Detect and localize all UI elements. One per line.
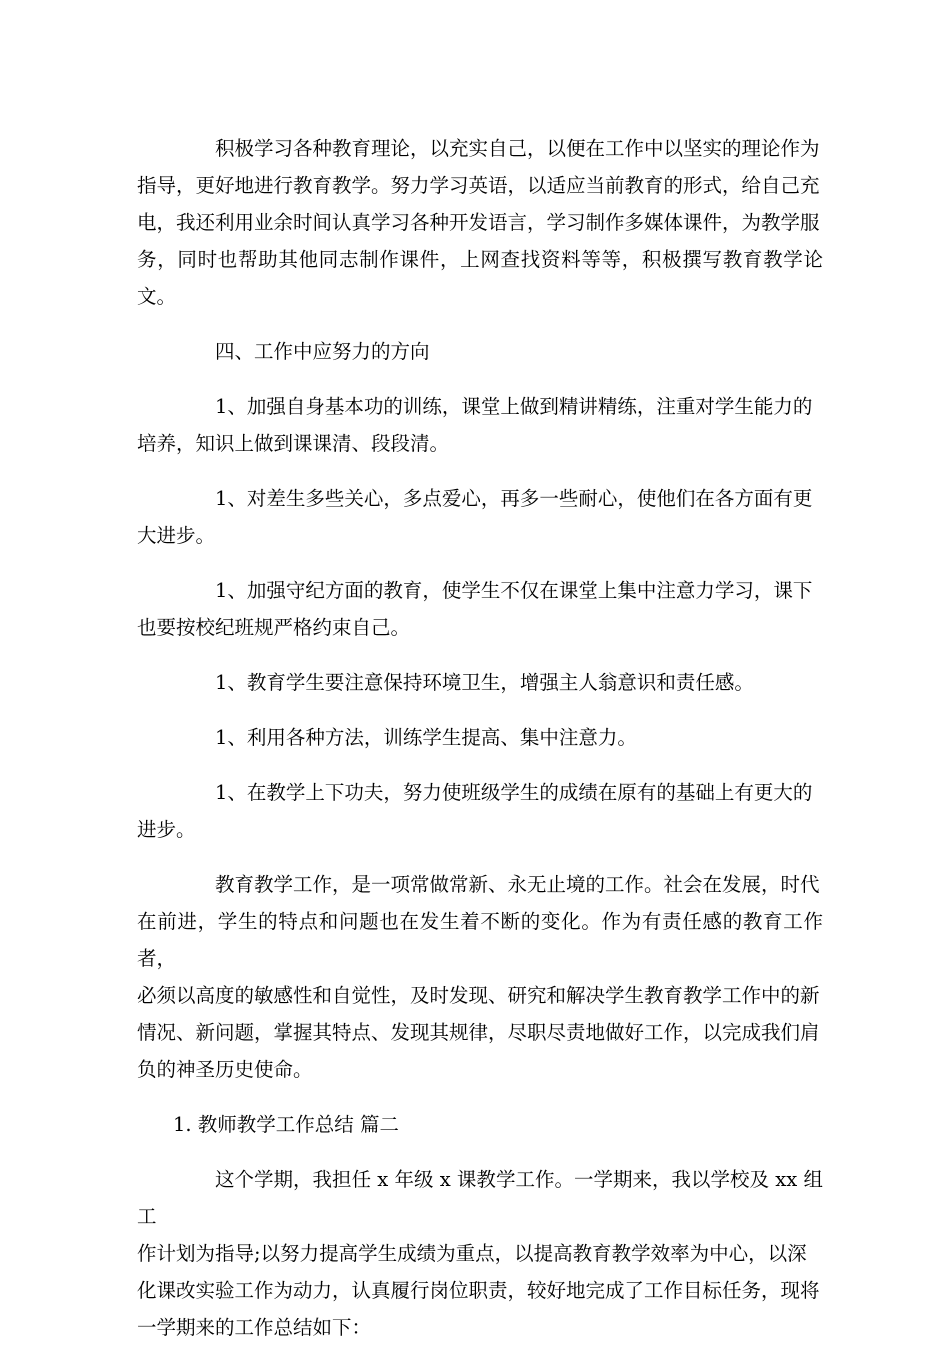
text-line: 也要按校纪班规严格约束自己。 xyxy=(137,616,411,639)
text-line: 必须以高度的敏感性和自觉性，及时发现、研究和解决学生教育教学工作中的新 xyxy=(137,984,820,1007)
item-hygiene xyxy=(137,664,823,701)
text-line: 务，同时也帮助其他同志制作课件，上网查找资料等等，积极撰写教育教学论文。 xyxy=(137,248,823,308)
text-line: 这个学期，我担任 x 年级 x 课教学工作。一学期来，我以学校及 xx 组工 xyxy=(137,1168,823,1228)
item-discipline xyxy=(137,572,823,646)
item-teaching-effort xyxy=(137,774,823,848)
text-line: 1、加强自身基本功的训练，课堂上做到精讲精练，注重对学生能力的 xyxy=(215,395,813,418)
text-line: 负的神圣历史使命。 xyxy=(137,1058,313,1081)
text-line: 在前进，学生的特点和问题也在发生着不断的变化。作为有责任感的教育工作者， xyxy=(137,910,823,970)
text-line: 1、在教学上下功夫，努力使班级学生的成绩在原有的基础上有更大的 xyxy=(215,781,813,804)
intro-paragraph xyxy=(137,1161,823,1346)
text-line: 电，我还利用业余时间认真学习各种开发语言，学习制作多媒体课件，为教学服 xyxy=(137,211,820,234)
study-paragraph xyxy=(137,130,823,315)
heading-text: 四、工作中应努力的方向 xyxy=(215,340,430,363)
text-line: 进步。 xyxy=(137,818,196,841)
text-line: 作计划为指导;以努力提高学生成绩为重点，以提高教育教学效率为中心，以深 xyxy=(137,1242,807,1265)
text-line: 大进步。 xyxy=(137,524,216,547)
document-page xyxy=(137,130,823,1346)
text-line: 培养，知识上做到课课清、段段清。 xyxy=(137,432,450,455)
item-basic-skills xyxy=(137,388,823,462)
text-line: 积极学习各种教育理论，以充实自己，以便在工作中以坚实的理论作为 xyxy=(215,137,820,160)
section-four-heading xyxy=(137,333,823,370)
text-line: 1、对差生多些关心，多点爱心，再多一些耐心，使他们在各方面有更 xyxy=(215,487,813,510)
text-line: 1、利用各种方法，训练学生提高、集中注意力。 xyxy=(215,726,637,749)
section-title-text: 1. 教师教学工作总结 篇二 xyxy=(173,1113,400,1136)
item-care-students xyxy=(137,480,823,554)
text-line: 1、教育学生要注意保持环境卫生，增强主人翁意识和责任感。 xyxy=(215,671,754,694)
text-line: 一学期来的工作总结如下： xyxy=(137,1316,372,1339)
text-line: 指导，更好地进行教育教学。努力学习英语，以适应当前教育的形式，给自己充 xyxy=(137,174,820,197)
section-title-part-two xyxy=(137,1106,823,1143)
item-attention xyxy=(137,719,823,756)
closing-paragraph xyxy=(137,866,823,1088)
text-line: 教育教学工作，是一项常做常新、永无止境的工作。社会在发展，时代 xyxy=(215,873,820,896)
text-line: 1、加强守纪方面的教育，使学生不仅在课堂上集中注意力学习，课下 xyxy=(215,579,813,602)
text-line: 情况、新问题，掌握其特点、发现其规律，尽职尽责地做好工作，以完成我们肩 xyxy=(137,1021,820,1044)
text-line: 化课改实验工作为动力，认真履行岗位职责，较好地完成了工作目标任务，现将 xyxy=(137,1279,820,1302)
